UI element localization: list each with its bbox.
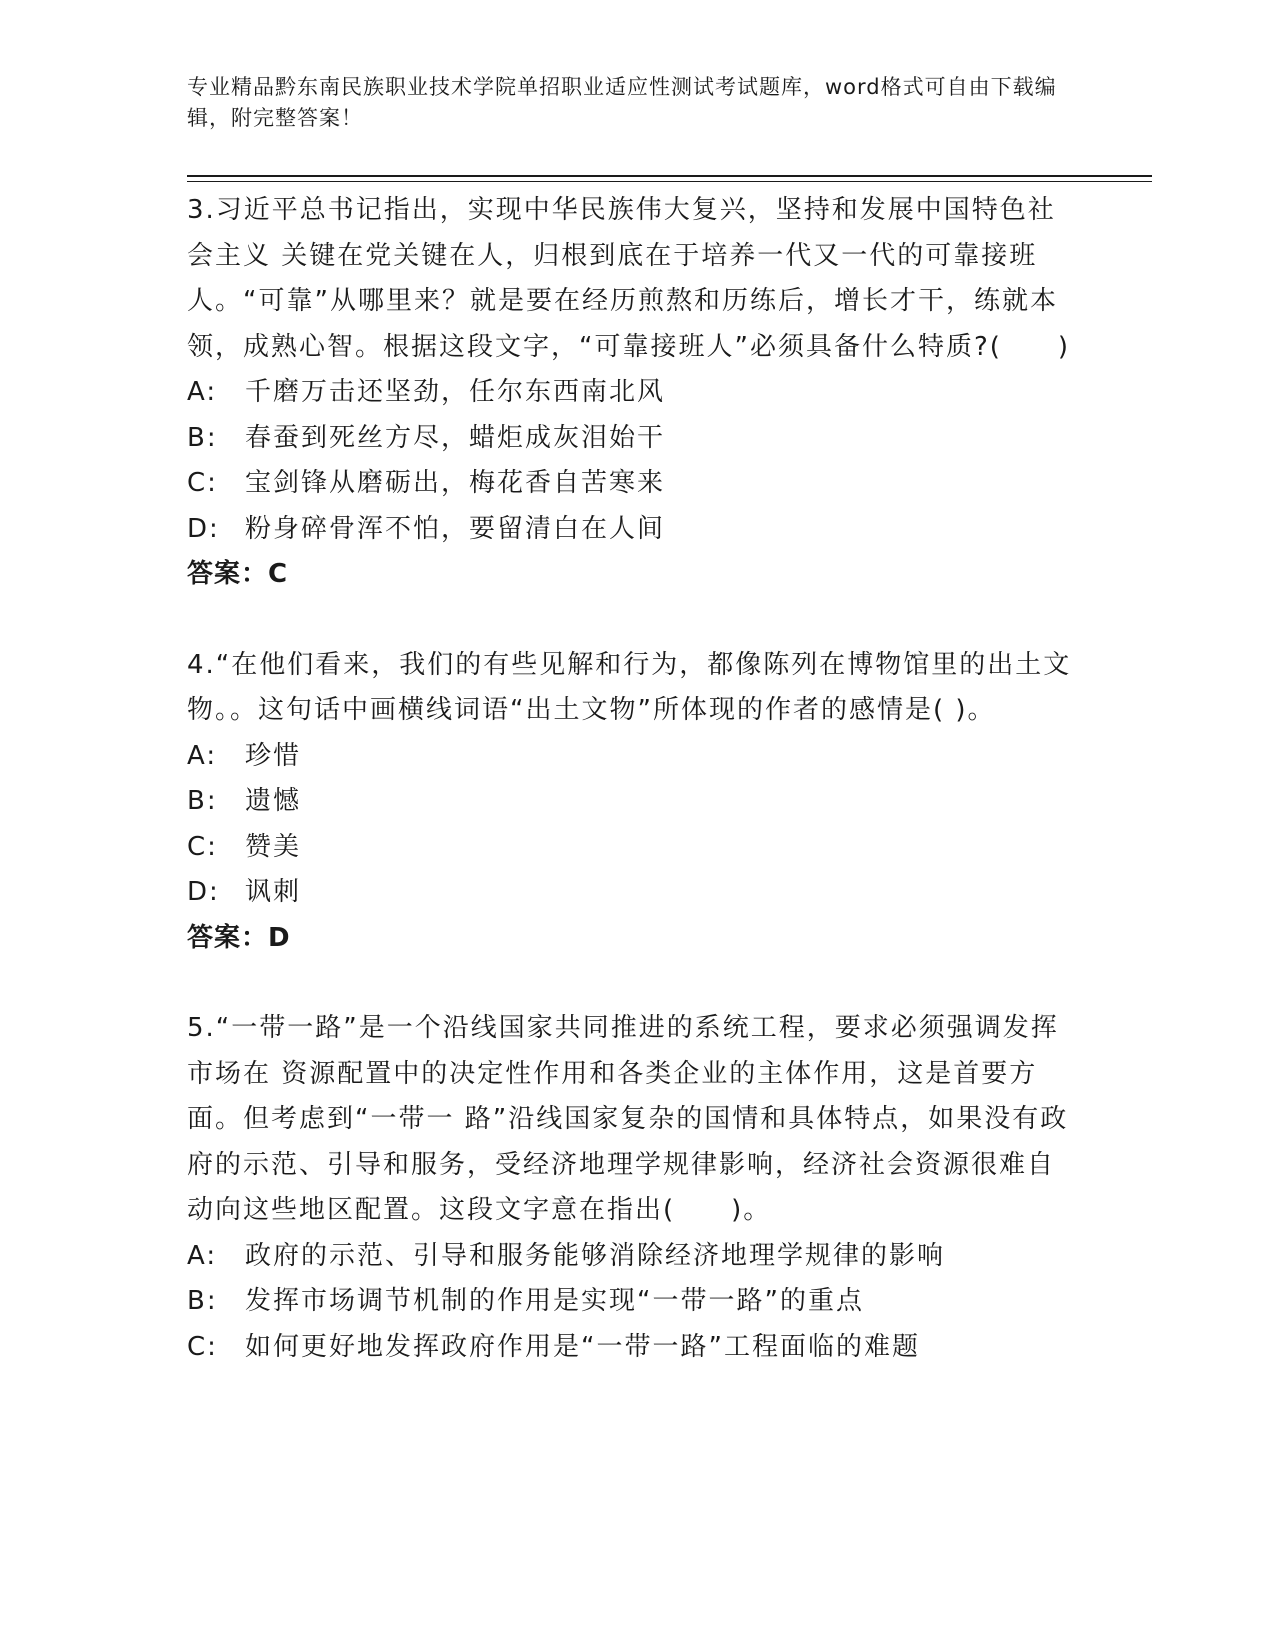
- option-text: 发挥市场调节机制的作用是实现“一带一路”的重点: [245, 1286, 864, 1316]
- option-text: 千磨万击还坚劲，任尔东西南北风: [245, 377, 666, 407]
- option-a: [187, 370, 1077, 416]
- header-divider-thick: [187, 175, 1152, 177]
- option-letter: B:: [187, 786, 218, 816]
- option-a: [187, 1234, 1077, 1280]
- question-5: [187, 1006, 1077, 1370]
- question-list: [187, 188, 1077, 1370]
- answer-line: 答案：C: [187, 559, 289, 589]
- option-letter: B:: [187, 422, 218, 453]
- option-letter: A:: [187, 740, 218, 771]
- option-d: [187, 870, 1077, 916]
- option-c: [187, 825, 1077, 871]
- option-c: [187, 461, 1077, 507]
- option-text: 粉身碎骨浑不怕，要留清白在人间: [245, 513, 666, 544]
- question-4: [187, 643, 1077, 962]
- option-b: [187, 1279, 1077, 1325]
- document-header: 专业精品黔东南民族职业技术学院单招职业适应性测试考试题库，word格式可自由下载编辑，附完整答案！: [187, 75, 1057, 130]
- option-letter: C:: [187, 468, 218, 498]
- answer-line: 答案：D: [187, 922, 291, 953]
- option-text: 遗憾: [245, 786, 302, 816]
- question-stem: 3.习近平总书记指出，实现中华民族伟大复兴，坚持和发展中国特色社会主义 关键在党关键在人，归根到底在于培养一代又一代的可靠接班人。“可靠”从哪里来？就是要在经历煎熬和历练后，增长才干，练就本领，成熟心智。根据这段文字，“可靠接班人”必须具备什么特质?( ): [187, 195, 1071, 362]
- option-letter: C:: [187, 831, 218, 862]
- option-b: [187, 779, 1077, 825]
- question-stem: 5.“一带一路”是一个沿线国家共同推进的系统工程，要求必须强调发挥市场在 资源配置中的决定性作用和各类企业的主体作用，这是首要方面。但考虑到“一带一 路”沿线国家复杂的国情和具体特点，如果没有政府的示范、引导和服务，受经济地理学规律影响，经济社会资源很难自动向这些地区配置。这段文字意在指出( )。: [187, 1013, 1069, 1225]
- option-letter: D:: [187, 513, 220, 544]
- option-text: 政府的示范、引导和服务能够消除经济地理学规律的影响: [245, 1240, 946, 1271]
- option-text: 珍惜: [245, 740, 302, 771]
- option-letter: D:: [187, 877, 220, 907]
- option-letter: A:: [187, 377, 218, 407]
- option-text: 赞美: [245, 831, 302, 862]
- option-letter: B:: [187, 1286, 218, 1316]
- option-b: [187, 416, 1077, 462]
- option-a: [187, 734, 1077, 780]
- option-text: 如何更好地发挥政府作用是“一带一路”工程面临的难题: [245, 1331, 920, 1362]
- option-text: 春蚕到死丝方尽，蜡炬成灰泪始干: [245, 422, 666, 453]
- option-c: [187, 1325, 1077, 1371]
- option-text: 讽刺: [245, 877, 302, 907]
- header-divider-thin: [187, 181, 1152, 182]
- option-letter: A:: [187, 1240, 218, 1271]
- option-text: 宝剑锋从磨砺出，梅花香自苦寒来: [245, 468, 666, 498]
- option-letter: C:: [187, 1331, 218, 1362]
- question-3: [187, 188, 1077, 598]
- question-stem: 4.“在他们看来，我们的有些见解和行为，都像陈列在博物馆里的出土文物。。这句话中画横线词语“出土文物”所体现的作者的感情是( )。: [187, 649, 1072, 725]
- option-d: [187, 507, 1077, 553]
